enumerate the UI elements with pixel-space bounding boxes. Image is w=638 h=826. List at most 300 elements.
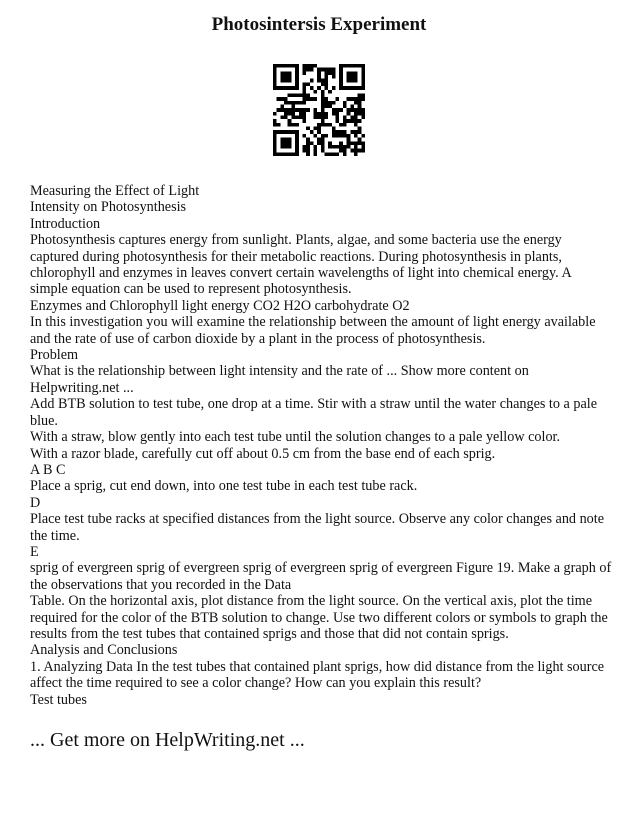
paragraph: A B C xyxy=(30,461,66,478)
qr-module xyxy=(291,101,295,105)
qr-module xyxy=(284,97,288,101)
qr-module xyxy=(295,130,299,134)
qr-module xyxy=(277,152,281,156)
qr-module xyxy=(273,68,277,72)
qr-module xyxy=(313,108,317,112)
qr-module xyxy=(299,108,303,112)
qr-module xyxy=(336,97,340,101)
qr-module xyxy=(321,93,325,97)
qr-module xyxy=(343,130,347,134)
qr-module xyxy=(332,152,336,156)
qr-module xyxy=(317,138,321,142)
qr-module xyxy=(354,71,358,75)
qr-module xyxy=(284,152,288,156)
qr-module xyxy=(347,108,351,112)
paragraph: Add BTB solution to test tube, one drop at a time. Stir with a straw until the water changes to a pale blue. xyxy=(30,396,597,429)
paragraph: sprig of evergreen sprig of evergreen sprig of evergreen sprig of evergreen Figure 19. Make a graph of the observations that you recorded in the Data xyxy=(30,560,612,593)
qr-module xyxy=(325,68,329,72)
qr-module xyxy=(302,82,306,86)
qr-module xyxy=(339,130,343,134)
qr-module xyxy=(347,141,351,145)
qr-module xyxy=(317,123,321,127)
qr-module xyxy=(295,138,299,142)
qr-module xyxy=(273,123,277,127)
qr-module xyxy=(328,68,332,72)
qr-module xyxy=(325,79,329,83)
qr-module xyxy=(280,104,284,108)
qr-module xyxy=(350,149,354,153)
qr-module xyxy=(288,75,292,79)
qr-module xyxy=(288,123,292,127)
qr-module xyxy=(343,145,347,149)
helpwriting-link[interactable]: ... Get more on HelpWriting.net ... xyxy=(30,729,305,751)
qr-module xyxy=(317,130,321,134)
qr-module xyxy=(321,116,325,120)
qr-module xyxy=(310,130,314,134)
qr-module xyxy=(321,141,325,145)
qr-module xyxy=(310,97,314,101)
qr-module xyxy=(358,64,362,68)
qr-module xyxy=(295,82,299,86)
qr-module xyxy=(295,93,299,97)
qr-module xyxy=(302,64,306,68)
qr-module xyxy=(291,112,295,116)
qr-module xyxy=(339,64,343,68)
qr-module xyxy=(339,108,343,112)
qr-module xyxy=(291,64,295,68)
qr-module xyxy=(361,71,365,75)
paragraph: Table. On the horizontal axis, plot distance from the light source. On the vertical axis, plot the time required for the color of the BTB solution to change. Use two different colors or symbols to graph the results from the test tubes that contained sprigs and those that did not contain sprigs. xyxy=(30,593,608,642)
qr-code-icon xyxy=(273,64,365,156)
qr-module xyxy=(280,97,284,101)
qr-module xyxy=(280,116,284,120)
qr-module xyxy=(280,138,284,142)
qr-module xyxy=(325,71,329,75)
qr-module xyxy=(284,101,288,105)
qr-module xyxy=(273,71,277,75)
qr-module xyxy=(321,123,325,127)
qr-module xyxy=(280,75,284,79)
qr-module xyxy=(295,71,299,75)
qr-module xyxy=(339,149,343,153)
qr-module xyxy=(325,112,329,116)
qr-module xyxy=(354,75,358,79)
qr-module xyxy=(325,101,329,105)
qr-module xyxy=(317,68,321,72)
qr-module xyxy=(288,93,292,97)
qr-module xyxy=(284,138,288,142)
qr-module xyxy=(288,108,292,112)
qr-module xyxy=(350,141,354,145)
qr-module xyxy=(273,119,277,123)
qr-module xyxy=(325,97,329,101)
qr-module xyxy=(306,149,310,153)
qr-module xyxy=(273,145,277,149)
qr-module xyxy=(273,79,277,83)
qr-module xyxy=(328,123,332,127)
paragraph: Photosynthesis captures energy from sunlight. Plants, algae, and some bacteria use the energy captured during photosynthesis for their metabolic reactions. During photosynthesis in plants, chlorophyll and enzymes in leaves convert certain wavelengths of light into chemical energy. A simple equation can be used to represent photosynthesis. xyxy=(30,232,571,298)
qr-module xyxy=(284,116,288,120)
qr-module xyxy=(291,104,295,108)
qr-module xyxy=(361,97,365,101)
qr-module xyxy=(321,145,325,149)
qr-module xyxy=(343,152,347,156)
qr-module xyxy=(336,145,340,149)
qr-module xyxy=(295,75,299,79)
qr-module xyxy=(339,82,343,86)
qr-module xyxy=(280,145,284,149)
qr-module xyxy=(336,152,340,156)
qr-module xyxy=(325,82,329,86)
qr-module xyxy=(347,71,351,75)
qr-module xyxy=(302,119,306,123)
qr-module xyxy=(339,145,343,149)
paragraph: With a razor blade, carefully cut off about 0.5 cm from the base end of each sprig. xyxy=(30,445,496,462)
qr-module xyxy=(321,97,325,101)
qr-module xyxy=(313,97,317,101)
section-heading: Introduction xyxy=(30,215,101,232)
qr-module xyxy=(332,134,336,138)
qr-module xyxy=(291,152,295,156)
qr-module xyxy=(354,108,358,112)
qr-module xyxy=(273,134,277,138)
qr-module xyxy=(313,149,317,153)
qr-module xyxy=(332,130,336,134)
qr-module xyxy=(336,130,340,134)
qr-module xyxy=(321,138,325,142)
qr-module xyxy=(361,149,365,153)
qr-module xyxy=(325,86,329,90)
qr-module xyxy=(347,79,351,83)
qr-module xyxy=(358,93,362,97)
qr-module xyxy=(350,104,354,108)
qr-module xyxy=(302,93,306,97)
qr-module xyxy=(347,97,351,101)
qr-module xyxy=(358,141,362,145)
qr-module xyxy=(358,86,362,90)
qr-module xyxy=(291,130,295,134)
qr-module xyxy=(288,64,292,68)
qr-module xyxy=(358,119,362,123)
qr-module xyxy=(306,145,310,149)
qr-module xyxy=(354,64,358,68)
qr-module xyxy=(354,134,358,138)
qr-module xyxy=(291,116,295,120)
qr-module xyxy=(310,79,314,83)
qr-module xyxy=(277,108,281,112)
qr-module xyxy=(284,108,288,112)
qr-module xyxy=(317,116,321,120)
qr-module xyxy=(302,86,306,90)
qr-module xyxy=(306,127,310,131)
qr-module xyxy=(354,112,358,116)
qr-module xyxy=(350,64,354,68)
qr-module xyxy=(280,79,284,83)
qr-module xyxy=(347,145,351,149)
qr-module xyxy=(273,130,277,134)
qr-module xyxy=(339,71,343,75)
qr-module xyxy=(361,64,365,68)
qr-module xyxy=(302,90,306,94)
qr-module xyxy=(321,112,325,116)
qr-module xyxy=(284,141,288,145)
qr-module xyxy=(339,79,343,83)
qr-module xyxy=(313,112,317,116)
qr-module xyxy=(302,68,306,72)
qr-module xyxy=(350,86,354,90)
paragraph: Test tubes xyxy=(30,691,87,708)
qr-module xyxy=(339,141,343,145)
qr-module xyxy=(358,104,362,108)
qr-module xyxy=(321,108,325,112)
paragraph: In this investigation you will examine the relationship between the amount of light energy available and the rate of use of carbon dioxide by a plant in the process of photosynthesis. xyxy=(30,314,596,347)
qr-module xyxy=(343,149,347,153)
qr-module xyxy=(343,86,347,90)
qr-module xyxy=(306,152,310,156)
qr-module xyxy=(354,141,358,145)
qr-module xyxy=(332,145,336,149)
document-body xyxy=(30,183,612,708)
qr-module xyxy=(350,116,354,120)
heading-line: Measuring the Effect of Light xyxy=(30,183,200,199)
qr-module xyxy=(361,145,365,149)
qr-module xyxy=(280,71,284,75)
qr-module xyxy=(273,75,277,79)
qr-module xyxy=(313,134,317,138)
qr-module xyxy=(288,112,292,116)
qr-module xyxy=(328,141,332,145)
document-title: Photosintersis Experiment xyxy=(211,14,427,35)
qr-module xyxy=(321,79,325,83)
qr-module xyxy=(358,108,362,112)
qr-module xyxy=(328,101,332,105)
qr-module xyxy=(332,71,336,75)
qr-module xyxy=(277,64,281,68)
qr-module xyxy=(273,138,277,142)
qr-module xyxy=(321,104,325,108)
qr-module xyxy=(295,134,299,138)
qr-module xyxy=(361,141,365,145)
paragraph: What is the relationship between light intensity and the rate of ... Show more content on Helpwriting.net ... xyxy=(30,363,529,396)
qr-module xyxy=(317,127,321,131)
paragraph: E xyxy=(30,543,39,560)
qr-module xyxy=(295,152,299,156)
qr-module xyxy=(347,138,351,142)
qr-module xyxy=(343,64,347,68)
qr-module xyxy=(273,64,277,68)
qr-module xyxy=(325,134,329,138)
qr-module xyxy=(284,145,288,149)
qr-module xyxy=(299,112,303,116)
qr-module xyxy=(336,112,340,116)
qr-module xyxy=(284,75,288,79)
qr-module xyxy=(273,112,277,116)
qr-module xyxy=(306,108,310,112)
qr-module xyxy=(354,145,358,149)
qr-module xyxy=(339,134,343,138)
paragraph: Enzymes and Chlorophyll light energy CO2 H2O carbohydrate O2 xyxy=(30,297,410,314)
qr-module xyxy=(354,97,358,101)
qr-module xyxy=(361,68,365,72)
qr-module xyxy=(288,71,292,75)
qr-module xyxy=(325,116,329,120)
qr-module xyxy=(321,149,325,153)
qr-module xyxy=(321,119,325,123)
qr-module xyxy=(354,116,358,120)
qr-module xyxy=(343,119,347,123)
qr-module xyxy=(313,116,317,120)
section-heading: Problem xyxy=(30,347,79,364)
qr-module xyxy=(358,130,362,134)
qr-module xyxy=(347,134,351,138)
qr-module xyxy=(347,64,351,68)
qr-module xyxy=(284,79,288,83)
qr-module xyxy=(273,152,277,156)
qr-module xyxy=(302,101,306,105)
qr-module xyxy=(288,130,292,134)
qr-module xyxy=(310,64,314,68)
qr-module xyxy=(284,112,288,116)
qr-module xyxy=(350,79,354,83)
qr-module xyxy=(354,123,358,127)
qr-module xyxy=(302,149,306,153)
qr-module xyxy=(295,145,299,149)
qr-module xyxy=(321,101,325,105)
qr-module xyxy=(339,75,343,79)
qr-module xyxy=(313,152,317,156)
qr-module xyxy=(302,112,306,116)
qr-module xyxy=(280,86,284,90)
qr-module xyxy=(350,119,354,123)
qr-module xyxy=(295,108,299,112)
qr-module xyxy=(343,101,347,105)
qr-module xyxy=(332,68,336,72)
qr-module xyxy=(313,64,317,68)
qr-module xyxy=(336,134,340,138)
qr-module xyxy=(358,127,362,131)
qr-module xyxy=(347,119,351,123)
qr-module xyxy=(295,79,299,83)
qr-module xyxy=(321,82,325,86)
qr-module xyxy=(339,68,343,72)
qr-module xyxy=(273,82,277,86)
qr-module xyxy=(277,86,281,90)
qr-module xyxy=(361,108,365,112)
qr-module xyxy=(361,79,365,83)
qr-module xyxy=(328,71,332,75)
qr-module xyxy=(358,97,362,101)
paragraph: With a straw, blow gently into each test tube until the solution changes to a pale yellow color. xyxy=(30,429,561,446)
qr-module xyxy=(291,86,295,90)
qr-module xyxy=(291,93,295,97)
qr-module xyxy=(310,141,314,145)
qr-module xyxy=(332,75,336,79)
qr-module xyxy=(361,134,365,138)
qr-module xyxy=(354,101,358,105)
qr-module xyxy=(328,104,332,108)
qr-module xyxy=(280,108,284,112)
qr-module xyxy=(295,141,299,145)
qr-module xyxy=(361,86,365,90)
qr-module xyxy=(277,130,281,134)
qr-module xyxy=(295,86,299,90)
qr-module xyxy=(295,64,299,68)
qr-module xyxy=(336,116,340,120)
qr-module xyxy=(317,75,321,79)
qr-module xyxy=(358,112,362,116)
qr-module xyxy=(325,152,329,156)
qr-module xyxy=(280,141,284,145)
qr-module xyxy=(310,68,314,72)
qr-module xyxy=(302,97,306,101)
qr-module xyxy=(284,64,288,68)
qr-module xyxy=(358,149,362,153)
qr-module xyxy=(313,145,317,149)
qr-module xyxy=(288,119,292,123)
qr-module xyxy=(361,116,365,120)
heading-line: Intensity on Photosynthesis xyxy=(30,199,187,216)
qr-module xyxy=(288,101,292,105)
qr-module xyxy=(302,134,306,138)
qr-module xyxy=(328,152,332,156)
qr-module xyxy=(284,86,288,90)
qr-module xyxy=(361,75,365,79)
qr-module xyxy=(332,101,336,105)
qr-module xyxy=(291,108,295,112)
qr-module xyxy=(361,82,365,86)
qr-module xyxy=(277,97,281,101)
qr-module xyxy=(306,68,310,72)
qr-module xyxy=(295,123,299,127)
qr-module xyxy=(302,108,306,112)
qr-module xyxy=(273,86,277,90)
qr-module xyxy=(302,116,306,120)
qr-module xyxy=(332,86,336,90)
paragraph: Place test tube racks at specified distances from the light source. Observe any color changes and note the time. xyxy=(30,511,604,544)
qr-module xyxy=(284,71,288,75)
qr-module xyxy=(354,152,358,156)
qr-module xyxy=(288,79,292,83)
qr-module xyxy=(332,127,336,131)
qr-module xyxy=(343,134,347,138)
qr-module xyxy=(317,86,321,90)
qr-module xyxy=(339,86,343,90)
qr-module xyxy=(306,82,310,86)
qr-module xyxy=(321,90,325,94)
qr-module xyxy=(358,138,362,142)
qr-module xyxy=(310,86,314,90)
qr-module xyxy=(350,97,354,101)
qr-module xyxy=(280,130,284,134)
qr-module xyxy=(317,141,321,145)
qr-module xyxy=(299,93,303,97)
qr-module xyxy=(273,141,277,145)
qr-module xyxy=(280,64,284,68)
qr-module xyxy=(332,112,336,116)
qr-module xyxy=(317,79,321,83)
qr-module xyxy=(302,145,306,149)
qr-module xyxy=(358,101,362,105)
qr-module xyxy=(306,141,310,145)
qr-module xyxy=(295,149,299,153)
qr-module xyxy=(306,93,310,97)
qr-module xyxy=(295,101,299,105)
qr-module xyxy=(328,90,332,94)
qr-module xyxy=(273,149,277,153)
qr-module xyxy=(299,101,303,105)
qr-module xyxy=(350,71,354,75)
qr-module xyxy=(328,145,332,149)
